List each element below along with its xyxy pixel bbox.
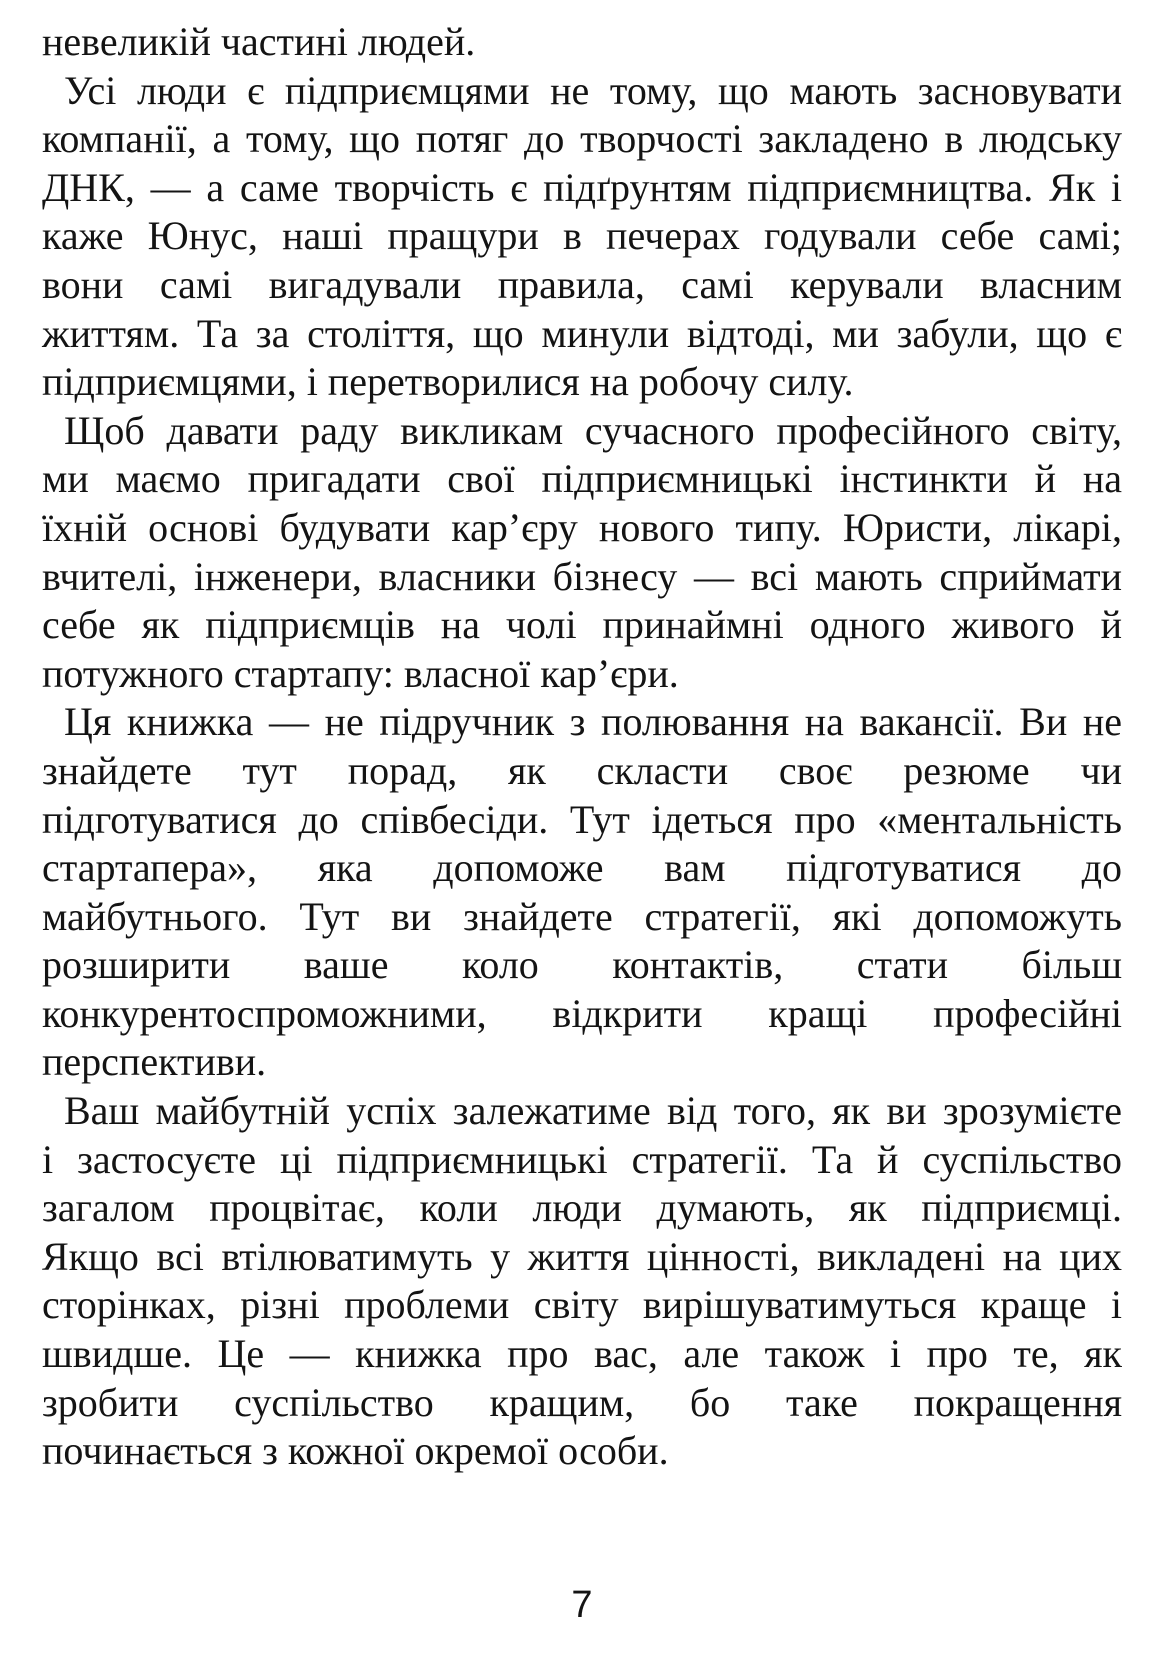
text-line: зробити суспільство кращим, бо таке покращення <box>42 1379 1122 1425</box>
text-line: життям. Та за століття, що минули відтоді, ми забули, що є <box>42 310 1122 356</box>
text-line: сторінках, різні проблеми світу вирішуватимуться краще і <box>42 1282 1122 1328</box>
text-line: перспективи. <box>42 1039 267 1085</box>
text-line: невеликій частині людей. <box>42 19 476 64</box>
text-line: і застосуєте ці підприємницькі стратегії. Та й суспільство <box>42 1136 1122 1182</box>
text-line: ДНК, — а саме творчість є підґрунтям підприємництва. Як і <box>42 164 1122 210</box>
text-line: компанії, а тому, що потяг до творчості закладено в людську <box>42 116 1122 162</box>
text-line: вчителі, інженери, власники бізнесу — всі мають сприймати <box>42 553 1122 599</box>
text-line: конкурентоспроможними, відкрити кращі професійні <box>42 990 1122 1036</box>
body-text <box>42 18 1122 1476</box>
text-line: підготуватися до співбесіди. Тут ідеться про «ментальність <box>42 796 1122 842</box>
text-line: Ваш майбутній успіх залежатиме від того, як ви зрозумієте <box>64 1088 1122 1134</box>
text-line: підприємцями, і перетворилися на робочу силу. <box>42 359 854 405</box>
text-line: ми маємо пригадати свої підприємницькі інстинкти й на <box>42 456 1122 502</box>
text-line: знайдете тут порад, як скласти своє резюме чи <box>42 747 1122 793</box>
text-line: Щоб давати раду викликам сучасного професійного світу, <box>64 407 1122 453</box>
text-line: Ця книжка — не підручник з полювання на вакансії. Ви не <box>64 699 1122 745</box>
text-line: Усі люди є підприємцями не тому, що мають засновувати <box>64 67 1122 113</box>
text-line: розширити ваше коло контактів, стати більш <box>42 942 1122 988</box>
text-line: Якщо всі втілюватимуть у життя цінності, викладені на цих <box>42 1233 1122 1279</box>
text-line: майбутнього. Тут ви знайдете стратегії, які допоможуть <box>42 893 1122 939</box>
text-line: вони самі вигадували правила, самі керували власним <box>42 261 1122 307</box>
text-line: каже Юнус, наші пращури в печерах годували себе самі; <box>42 213 1122 259</box>
text-line: починається з кожної окремої особи. <box>42 1428 669 1474</box>
text-line: потужного стартапу: власної кар’єри. <box>42 650 679 696</box>
text-line: загалом процвітає, коли люди думають, як підприємці. <box>42 1185 1122 1231</box>
page-number: 7 <box>571 1584 593 1626</box>
text-line: швидше. Це — книжка про вас, але також і про те, як <box>42 1331 1122 1377</box>
text-line: їхній основі будувати кар’єру нового типу. Юристи, лікарі, <box>42 504 1122 550</box>
text-line: себе як підприємців на чолі принаймні одного живого й <box>42 602 1122 648</box>
text-line: стартапера», яка допоможе вам підготуватися до <box>42 845 1122 891</box>
